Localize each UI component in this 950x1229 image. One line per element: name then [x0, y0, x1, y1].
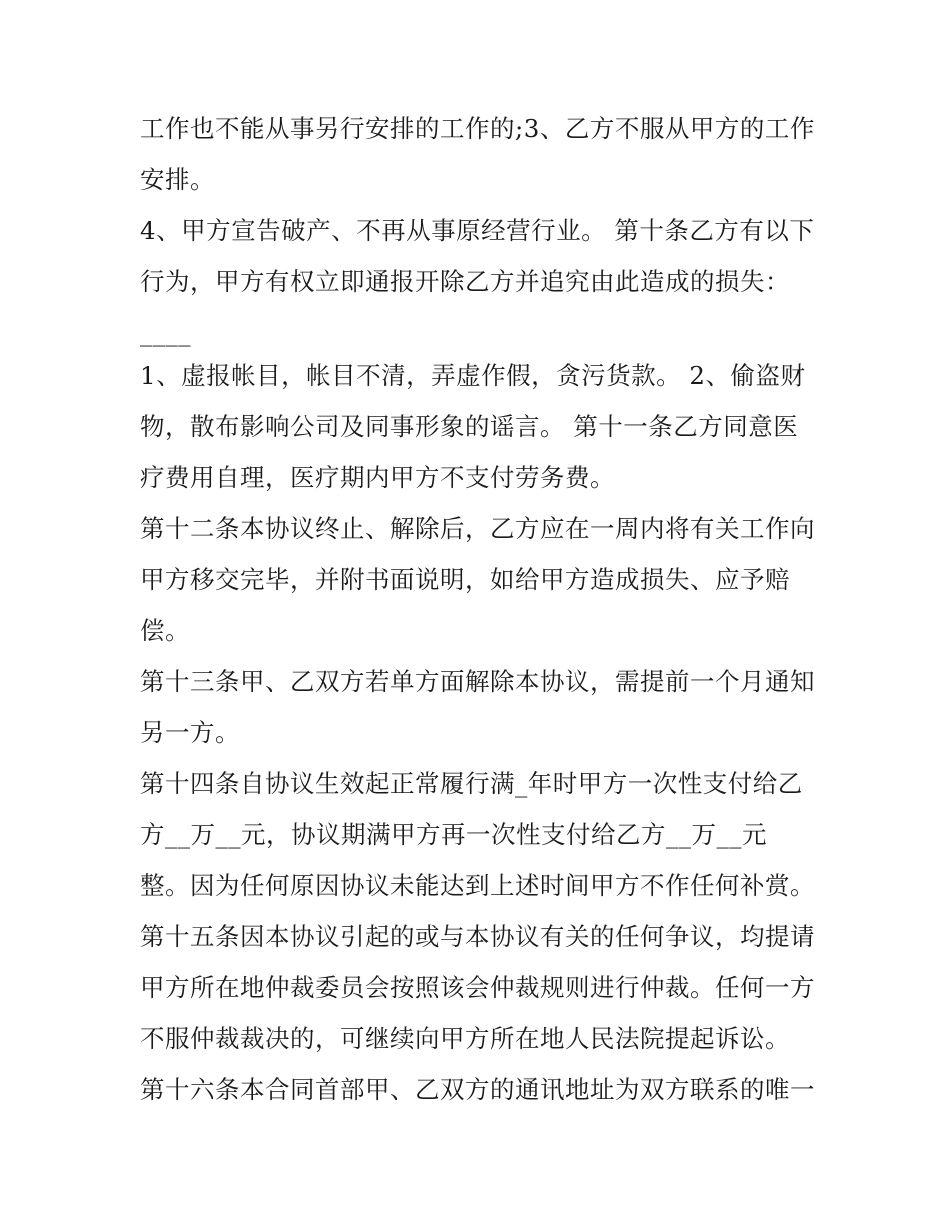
text-line: 安排。 — [140, 165, 215, 194]
text-line: ____ — [140, 318, 191, 347]
text-line: 物，散布影响公司及同事形象的谣言。 第十一条乙方同意医 — [140, 412, 799, 441]
text-line: 第十五条因本协议引起的或与本协议有关的任何争议，均提请 — [140, 922, 815, 951]
text-line: 4、甲方宣告破产、不再从事原经营行业。 第十条乙方有以下 — [140, 216, 815, 245]
text-line: 甲方所在地仲裁委员会按照该会仲裁规则进行仲裁。任何一方 — [140, 973, 815, 1002]
text-line: 另一方。 — [140, 718, 240, 747]
text-line: 不服仲裁裁决的，可继续向甲方所在地人民法院提起诉讼。 — [140, 1024, 790, 1053]
text-line: 第十六条本合同首部甲、乙双方的通讯地址为双方联系的唯一 — [140, 1075, 815, 1104]
text-line: 第十三条甲、乙双方若单方面解除本协议，需提前一个月通知 — [140, 667, 815, 696]
text-line: 工作也不能从事另行安排的工作的;3、乙方不服从甲方的工作 — [140, 114, 815, 143]
text-line: 甲方移交完毕，并附书面说明，如给甲方造成损失、应予赔 — [140, 565, 790, 594]
text-line: 行为，甲方有权立即通报开除乙方并追究由此造成的损失： — [140, 267, 790, 296]
text-line: 第十二条本协议终止、解除后，乙方应在一周内将有关工作向 — [140, 514, 815, 543]
text-line: 方__万__元，协议期满甲方再一次性支付给乙方__万__元 — [140, 820, 767, 849]
text-line: 整。因为任何原因协议未能达到上述时间甲方不作任何补赏。 — [140, 871, 815, 900]
text-line: 第十四条自协议生效起正常履行满_年时甲方一次性支付给乙 — [140, 769, 803, 798]
text-line: 疗费用自理，医疗期内甲方不支付劳务费。 — [140, 463, 615, 492]
text-line: 1、虚报帐目，帐目不清，弄虚作假，贪污货款。 2、偷盗财 — [140, 361, 806, 390]
text-line: 偿。 — [140, 616, 190, 645]
